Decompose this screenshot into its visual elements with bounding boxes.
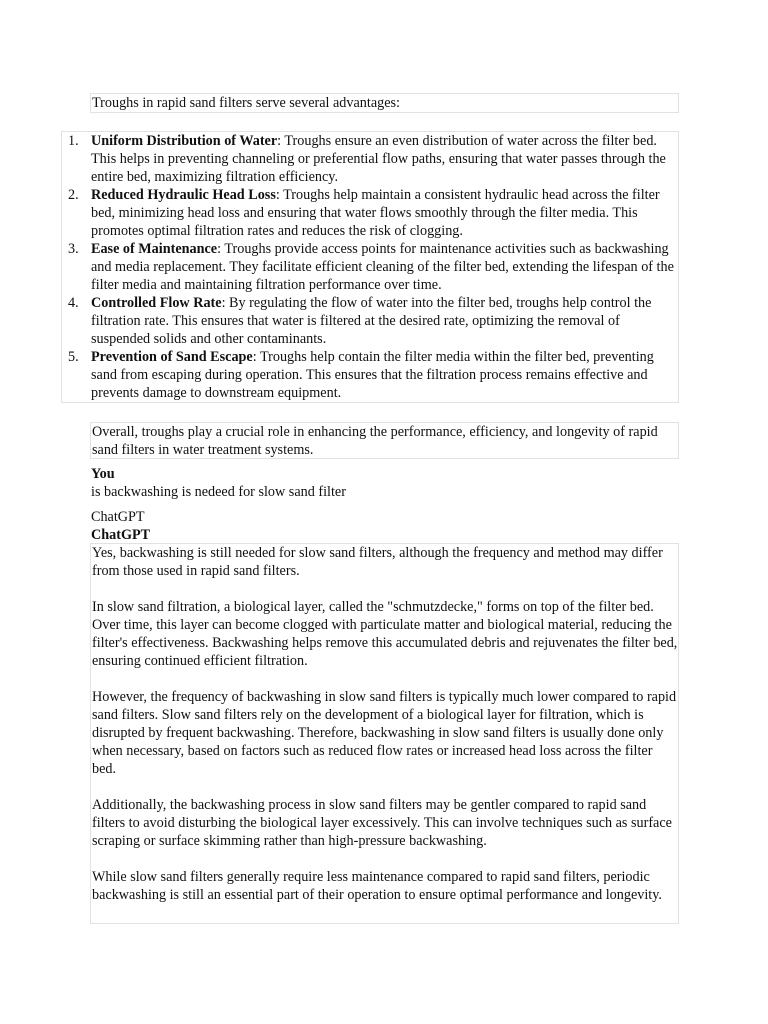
answer-paragraph: Yes, backwashing is still needed for slow sand filters, although the frequency and method may differ from those used in rapid sand filters.: [92, 545, 663, 579]
list-item-number: 4.: [68, 295, 79, 311]
advantages-list-block: [61, 131, 679, 403]
summary-block: [90, 422, 679, 459]
advantages-list: [62, 132, 678, 402]
assistant-label: ChatGPT: [91, 509, 145, 525]
intro-block: [90, 93, 679, 113]
answer-paragraph: While slow sand filters generally require less maintenance compared to rapid sand filters, periodic backwashing is still an essential part of their operation to ensure optimal performance and longevity.: [92, 869, 662, 903]
assistant-answer-block: [90, 543, 679, 924]
user-question: is backwashing is nedeed for slow sand filter: [91, 484, 346, 500]
list-item: [62, 348, 678, 402]
list-item-number: 5.: [68, 349, 79, 365]
intro-text: Troughs in rapid sand filters serve several advantages:: [92, 95, 400, 111]
list-item: [62, 132, 678, 186]
answer-paragraph: In slow sand filtration, a biological layer, called the "schmutzdecke," forms on top of the filter bed. Over time, this layer can become clogged with particulate matter and biological material, reducing the filter's effectiveness. Backwashing helps remove this accumulated debris and rejuvenates the filter bed, ensuring continued efficient filtration.: [92, 599, 678, 669]
list-item-title: Controlled Flow Rate: [91, 295, 222, 311]
list-item-title: Uniform Distribution of Water: [91, 133, 278, 149]
list-item-number: 1.: [68, 133, 79, 149]
list-item-text: : Troughs ensure an even distribution of water across the filter bed. This helps in preventing channeling or preferential flow paths, ensuring that water passes through the entire bed, maximizing filtration efficiency.: [91, 133, 666, 185]
list-item-text: : Troughs help maintain a consistent hydraulic head across the filter bed, minimizing head loss and ensuring that water flows smoothly through the filter media. This promotes optimal filtration rates and reduces the risk of clogging.: [91, 187, 660, 239]
list-item-text: : Troughs provide access points for maintenance activities such as backwashing and media replacement. They facilitate efficient cleaning of the filter bed, extending the lifespan of the filter media and maintaining filtration performance over time.: [91, 241, 674, 293]
list-item-text: : By regulating the flow of water into the filter bed, troughs help control the filtration rate. This ensures that water is filtered at the desired rate, optimizing the removal of suspended solids and other contaminants.: [91, 295, 652, 347]
answer-paragraph: Additionally, the backwashing process in slow sand filters may be gentler compared to rapid sand filters to avoid disturbing the biological layer excessively. This can involve techniques such as surface scraping or surface skimming rather than high-pressure backwashing.: [92, 797, 672, 849]
list-item: [62, 294, 678, 348]
list-item-text: : Troughs help contain the filter media within the filter bed, preventing sand from escaping during operation. This ensures that the filtration process remains effective and prevents damage to downstream equipment.: [91, 349, 654, 401]
summary-text: Overall, troughs play a crucial role in enhancing the performance, efficiency, and longevity of rapid sand filters in water treatment systems.: [92, 424, 658, 458]
list-item: [62, 240, 678, 294]
list-item-title: Reduced Hydraulic Head Loss: [91, 187, 276, 203]
list-item-number: 2.: [68, 187, 79, 203]
user-label: You: [91, 466, 115, 482]
list-item-number: 3.: [68, 241, 79, 257]
assistant-heading: ChatGPT: [91, 527, 151, 543]
list-item-title: Prevention of Sand Escape: [91, 349, 253, 365]
answer-paragraph: However, the frequency of backwashing in slow sand filters is typically much lower compared to rapid sand filters. Slow sand filters rely on the development of a biological layer for filtration, which is disrupted by frequent backwashing. Therefore, backwashing in slow sand filters is usually done only when necessary, based on factors such as reduced flow rates or increased head loss across the filter bed.: [92, 689, 677, 777]
list-item: [62, 186, 678, 240]
list-item-title: Ease of Maintenance: [91, 241, 218, 257]
